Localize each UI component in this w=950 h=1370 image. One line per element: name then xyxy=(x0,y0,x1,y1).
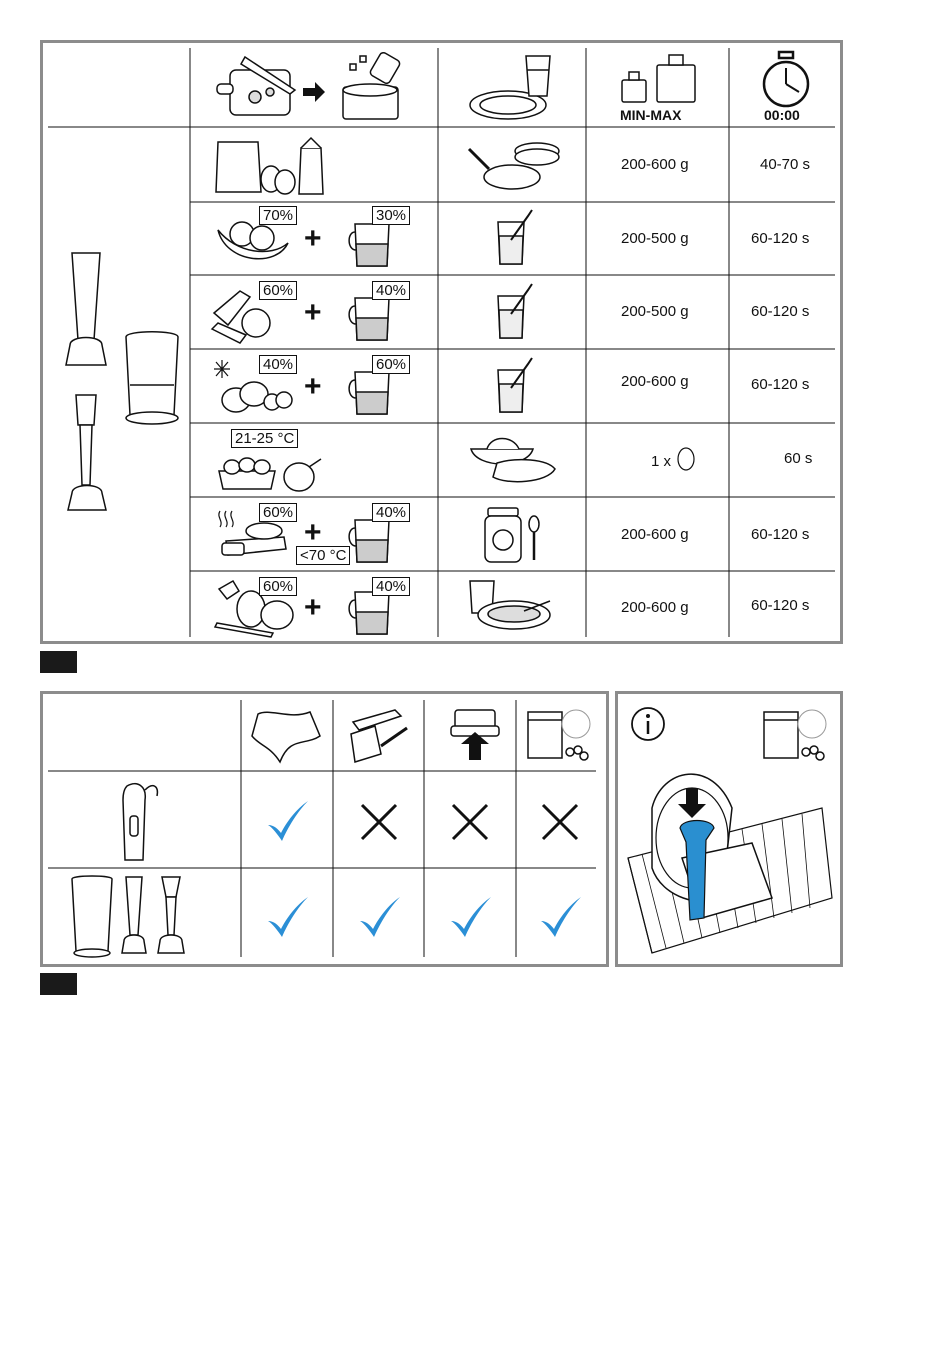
timer-label: 00:00 xyxy=(764,107,800,123)
liquid-percent: 60% xyxy=(372,355,410,374)
plus-sign: + xyxy=(304,370,322,403)
plus-sign: + xyxy=(304,516,322,549)
frozen-percent: 40% xyxy=(259,355,297,374)
cross-mark-icon xyxy=(535,797,585,847)
vegetable-quantity: 200-500 g xyxy=(621,303,689,320)
liquid-percent: 30% xyxy=(372,206,410,225)
check-mark-icon xyxy=(354,893,404,943)
soup-quantity: 200-600 g xyxy=(621,599,689,616)
motor-unit-icon xyxy=(113,776,163,866)
cross-mark-icon xyxy=(354,797,404,847)
plus-sign: + xyxy=(304,222,322,255)
soup-time: 60-120 s xyxy=(751,597,810,614)
liquid-percent: 40% xyxy=(372,503,410,522)
mayonnaise-time: 60 s xyxy=(784,450,813,467)
fruit-time: 60-120 s xyxy=(751,230,810,247)
mayonnaise-quantity: 1 x xyxy=(651,453,672,470)
baby-food-time: 60-120 s xyxy=(751,526,810,543)
fruit-quantity: 200-500 g xyxy=(621,230,689,247)
frozen-time: 60-120 s xyxy=(751,376,810,393)
brush-icon xyxy=(345,704,420,764)
dishwasher-icon xyxy=(524,702,594,764)
check-mark-icon xyxy=(445,893,495,943)
damp-cloth-icon xyxy=(250,706,325,766)
pancake-quantity: 200-600 g xyxy=(621,156,689,173)
accessories-icon xyxy=(66,873,206,958)
check-mark-icon xyxy=(262,797,312,847)
info-icon xyxy=(630,706,670,746)
cross-mark-icon xyxy=(445,797,495,847)
temperature-range: 21-25 °C xyxy=(231,429,298,448)
plus-sign: + xyxy=(304,296,322,329)
plus-sign: + xyxy=(304,591,322,624)
check-mark-icon xyxy=(535,893,585,943)
liquid-percent: 40% xyxy=(372,281,410,300)
liquid-percent: 40% xyxy=(372,577,410,596)
vegetable-time: 60-120 s xyxy=(751,303,810,320)
weight-range-label: MIN-MAX xyxy=(620,107,682,123)
vegetable-percent: 60% xyxy=(259,577,297,596)
vegetable-percent: 60% xyxy=(259,503,297,522)
dishwasher-rack-illustration xyxy=(622,748,837,958)
figure-tag xyxy=(40,973,77,995)
check-mark-icon xyxy=(262,893,312,943)
pancake-time: 40-70 s xyxy=(760,156,811,173)
frozen-quantity: 200-600 g xyxy=(621,373,689,390)
baby-food-quantity: 200-600 g xyxy=(621,526,689,543)
cooling-temperature: <70 °C xyxy=(296,546,350,565)
vegetable-percent: 60% xyxy=(259,281,297,300)
scouring-sponge-icon xyxy=(447,704,507,764)
fruit-percent: 70% xyxy=(259,206,297,225)
